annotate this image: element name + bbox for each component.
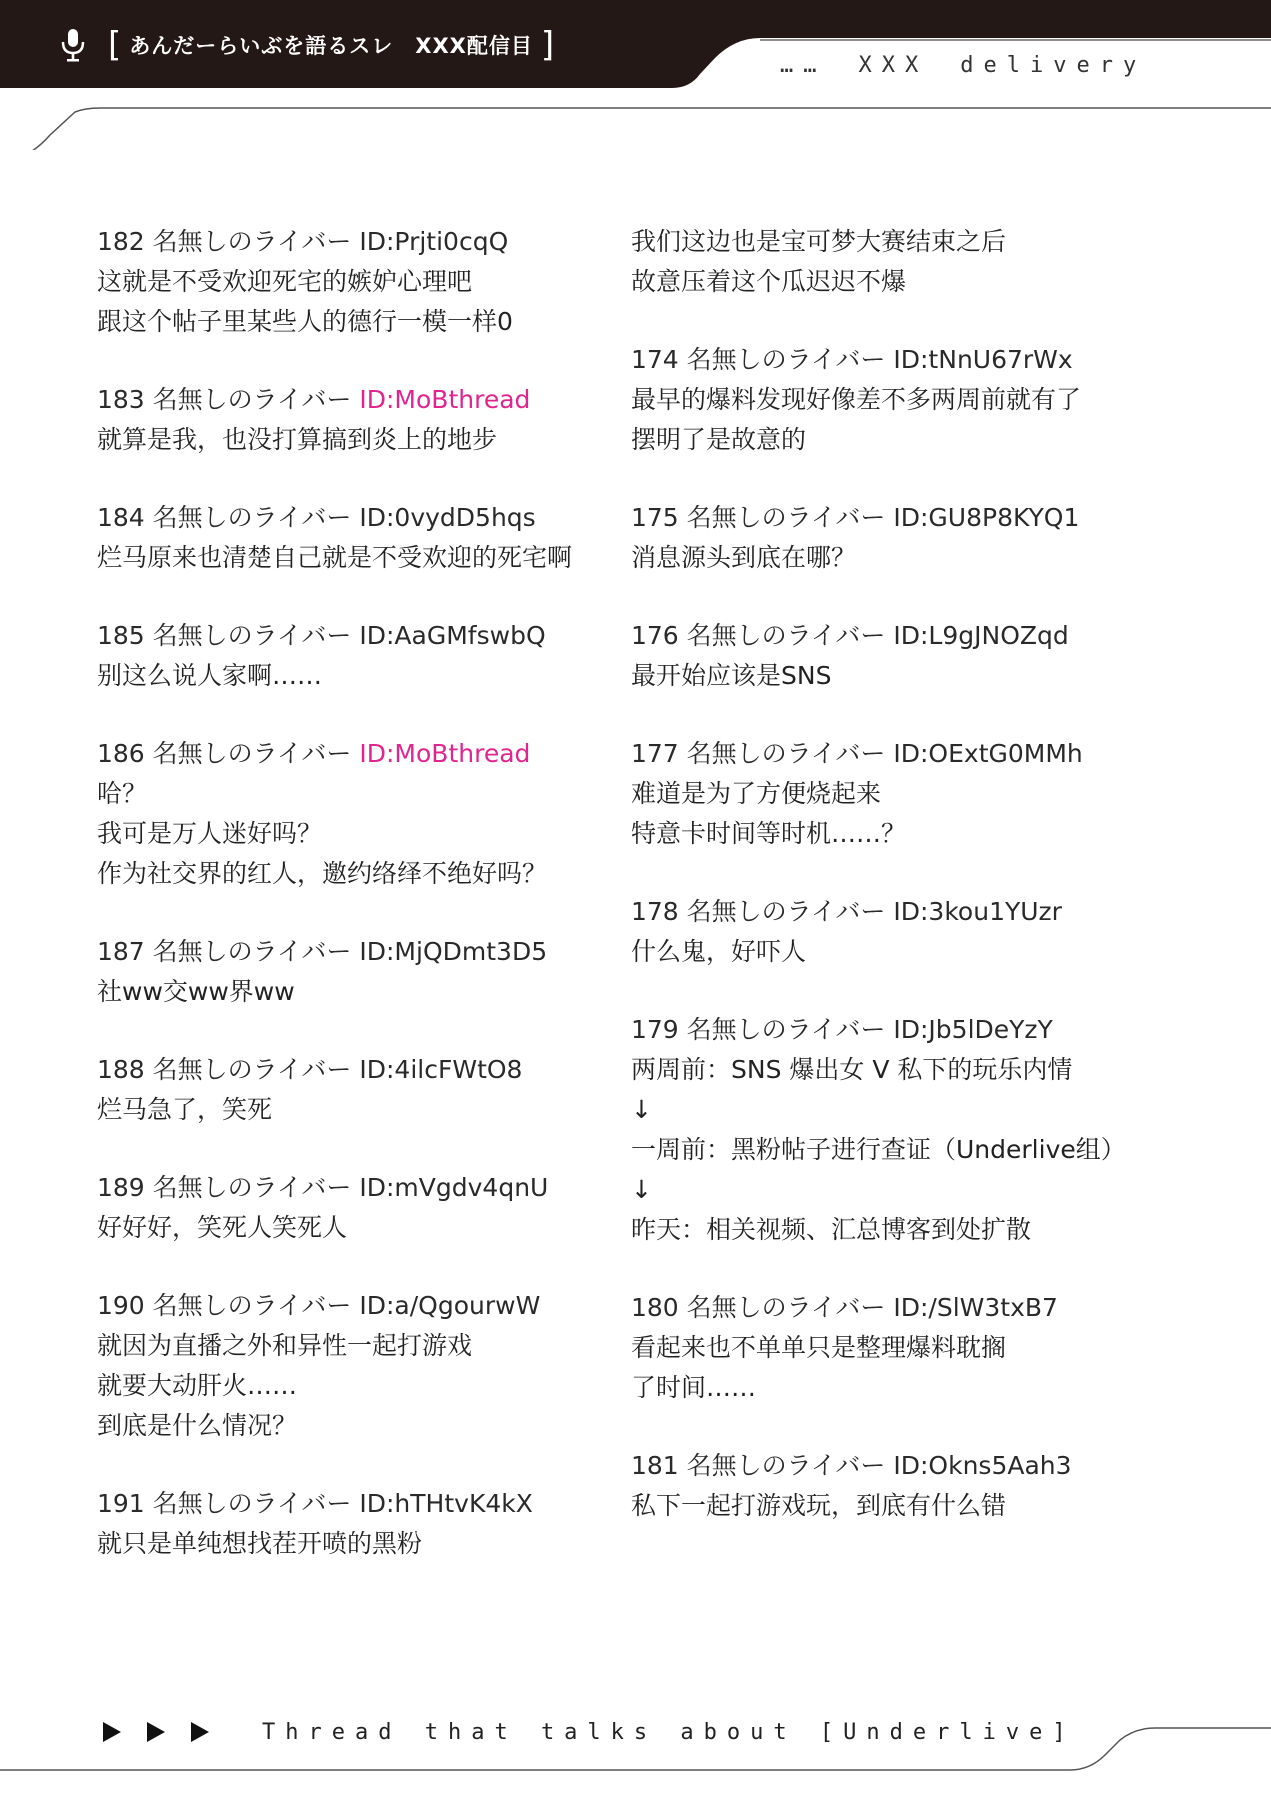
- poster-name: 名無しのライバー: [686, 621, 886, 650]
- post-body-line: 好好好，笑死人笑死人: [97, 1213, 348, 1242]
- post-body-line: 别这么说人家啊……: [97, 661, 323, 690]
- delivery-subtitle: …… XXX delivery: [780, 53, 1147, 78]
- post: [631, 734, 1251, 854]
- poster-name: 名無しのライバー: [152, 1055, 352, 1084]
- post-header: [631, 892, 1251, 932]
- play-arrow-icon: [188, 1720, 212, 1744]
- title-text: あんだーらいぶを語るスレ XXX配信目: [129, 34, 533, 58]
- post-header: [97, 734, 617, 774]
- post: [631, 892, 1251, 972]
- post-body-line: 这就是不受欢迎死宅的嫉妒心理吧: [97, 267, 473, 296]
- poster-name: 名無しのライバー: [686, 739, 886, 768]
- post-body-line: 就只是单纯想找茬开喷的黑粉: [97, 1529, 423, 1558]
- post-header: [631, 1288, 1251, 1328]
- title-bracket-close: ]: [540, 25, 555, 65]
- poster-id: ID:a/QgourwW: [359, 1291, 541, 1320]
- post-body-line: 特意卡时间等时机……？: [631, 819, 907, 848]
- post-body-line: 烂马急了，笑死: [97, 1095, 273, 1124]
- post-body-line: 烂马原来也清楚自己就是不受欢迎的死宅啊: [97, 543, 573, 572]
- post-body-line: 私下一起打游戏玩，到底有什么错: [631, 1491, 1007, 1520]
- microphone-icon: [60, 28, 86, 62]
- left-column: [97, 222, 617, 1564]
- post-header: [97, 932, 617, 972]
- post-number: 179: [631, 1015, 679, 1044]
- post: [631, 1446, 1251, 1526]
- footer-line: [0, 1690, 1271, 1807]
- post-body-line: 社ww交ww界ww: [97, 977, 295, 1006]
- poster-id: ID:hTHtvK4kX: [359, 1489, 533, 1518]
- post: [97, 1168, 617, 1248]
- post: [97, 616, 617, 696]
- post-header: [97, 222, 617, 262]
- post-number: 177: [631, 739, 679, 768]
- post-number: 188: [97, 1055, 145, 1084]
- poster-name: 名無しのライバー: [152, 503, 352, 532]
- post-body-line: 看起来也不单单只是整理爆料耽搁: [631, 1333, 1007, 1362]
- poster-id: ID:3kou1YUzr: [893, 897, 1062, 926]
- poster-name: 名無しのライバー: [152, 739, 352, 768]
- poster-name: 名無しのライバー: [686, 1015, 886, 1044]
- post-body-line: 我们这边也是宝可梦大赛结束之后: [631, 227, 1007, 256]
- footer-text: Thread that talks about [Underlive]: [262, 1720, 1076, 1745]
- post-header: [97, 616, 617, 656]
- poster-id: ID:Okns5Aah3: [893, 1451, 1072, 1480]
- post-number: 190: [97, 1291, 145, 1320]
- post-header: [631, 1010, 1251, 1050]
- post-number: 187: [97, 937, 145, 966]
- poster-id: ID:Jb5lDeYzY: [893, 1015, 1053, 1044]
- post-body-line: 故意压着这个瓜迟迟不爆: [631, 267, 907, 296]
- play-arrow-icon: [100, 1720, 124, 1744]
- poster-name: 名無しのライバー: [152, 1489, 352, 1518]
- poster-id: ID:MoBthread: [359, 739, 531, 768]
- post-number: 182: [97, 227, 145, 256]
- poster-name: 名無しのライバー: [152, 1291, 352, 1320]
- poster-name: 名無しのライバー: [152, 1173, 352, 1202]
- poster-id: ID:AaGMfswbQ: [359, 621, 546, 650]
- post-body-line: ↓: [631, 1095, 652, 1124]
- post-header: [631, 498, 1251, 538]
- post-header: [631, 616, 1251, 656]
- post: [631, 222, 1251, 302]
- post-header: [97, 498, 617, 538]
- poster-id: ID:MoBthread: [359, 385, 531, 414]
- post: [97, 932, 617, 1012]
- poster-name: 名無しのライバー: [686, 1293, 886, 1322]
- post: [631, 616, 1251, 696]
- poster-name: 名無しのライバー: [152, 937, 352, 966]
- post-number: 185: [97, 621, 145, 650]
- poster-name: 名無しのライバー: [152, 227, 352, 256]
- post-body-line: 最开始应该是SNS: [631, 661, 832, 690]
- poster-id: ID:OExtG0MMh: [893, 739, 1083, 768]
- post-body-line: 就因为直播之外和异性一起打游戏: [97, 1331, 473, 1360]
- poster-id: ID:/SlW3txB7: [893, 1293, 1058, 1322]
- post-header: [97, 1484, 617, 1524]
- post-body-line: 最早的爆料发现好像差不多两周前就有了: [631, 385, 1082, 414]
- post-number: 174: [631, 345, 679, 374]
- poster-id: ID:mVgdv4qnU: [359, 1173, 549, 1202]
- post-number: 175: [631, 503, 679, 532]
- poster-id: ID:MjQDmt3D5: [359, 937, 548, 966]
- post-header: [97, 1050, 617, 1090]
- post-header: [97, 1168, 617, 1208]
- post-body-line: 到底是什么情况？: [97, 1411, 298, 1440]
- thread-title: [60, 22, 562, 68]
- post: [97, 222, 617, 342]
- poster-name: 名無しのライバー: [152, 621, 352, 650]
- poster-id: ID:Prjti0cqQ: [359, 227, 509, 256]
- poster-name: 名無しのライバー: [686, 1451, 886, 1480]
- play-arrow-icon: [144, 1720, 168, 1744]
- post-body-line: 了时间……: [631, 1373, 757, 1402]
- post-body-line: 昨天：相关视频、汇总博客到处扩散: [631, 1215, 1032, 1244]
- footer-arrows: [100, 1720, 212, 1744]
- post-body-line: ↓: [631, 1175, 652, 1204]
- right-column: [631, 222, 1251, 1526]
- post-body-line: 消息源头到底在哪？: [631, 543, 857, 572]
- post-body-line: 就要大动肝火……: [97, 1371, 298, 1400]
- post-body-line: 什么鬼，好吓人: [631, 937, 807, 966]
- post: [97, 734, 617, 894]
- poster-id: ID:tNnU67rWx: [893, 345, 1073, 374]
- post-header: [631, 1446, 1251, 1486]
- post-number: 180: [631, 1293, 679, 1322]
- poster-name: 名無しのライバー: [686, 345, 886, 374]
- post: [631, 340, 1251, 460]
- post-number: 191: [97, 1489, 145, 1518]
- post: [631, 1010, 1251, 1250]
- post-body-line: 难道是为了方便烧起来: [631, 779, 882, 808]
- poster-name: 名無しのライバー: [152, 385, 352, 414]
- post-body-line: 跟这个帖子里某些人的德行一模一样0: [97, 307, 513, 336]
- post-body-line: 哈？: [97, 779, 148, 808]
- post-number: 178: [631, 897, 679, 926]
- post-header: [631, 734, 1251, 774]
- post: [97, 1286, 617, 1446]
- post-body-line: 一周前：黑粉帖子进行查证（Underlive组）: [631, 1135, 1126, 1164]
- post: [97, 498, 617, 578]
- post-body-line: 摆明了是故意的: [631, 425, 807, 454]
- title-bracket-open: [: [108, 25, 122, 65]
- post-number: 186: [97, 739, 145, 768]
- poster-name: 名無しのライバー: [686, 503, 886, 532]
- poster-id: ID:GU8P8KYQ1: [893, 503, 1080, 532]
- post-number: 183: [97, 385, 145, 414]
- post: [97, 1050, 617, 1130]
- post-body-line: 作为社交界的红人，邀约络绎不绝好吗？: [97, 859, 548, 888]
- poster-id: ID:4ilcFWtO8: [359, 1055, 523, 1084]
- post-header: [631, 340, 1251, 380]
- post-header: [97, 380, 617, 420]
- post: [631, 1288, 1251, 1408]
- post-body-line: 两周前：SNS 爆出女 V 私下的玩乐内情: [631, 1055, 1073, 1084]
- post: [97, 380, 617, 460]
- post: [631, 498, 1251, 578]
- poster-id: ID:L9gJNOZqd: [893, 621, 1069, 650]
- poster-id: ID:0vydD5hqs: [359, 503, 536, 532]
- post-number: 176: [631, 621, 679, 650]
- post: [97, 1484, 617, 1564]
- post-body-line: 我可是万人迷好吗？: [97, 819, 323, 848]
- post-number: 181: [631, 1451, 679, 1480]
- post-number: 189: [97, 1173, 145, 1202]
- post-number: 184: [97, 503, 145, 532]
- post-body-line: 就算是我，也没打算搞到炎上的地步: [97, 425, 498, 454]
- poster-name: 名無しのライバー: [686, 897, 886, 926]
- post-header: [97, 1286, 617, 1326]
